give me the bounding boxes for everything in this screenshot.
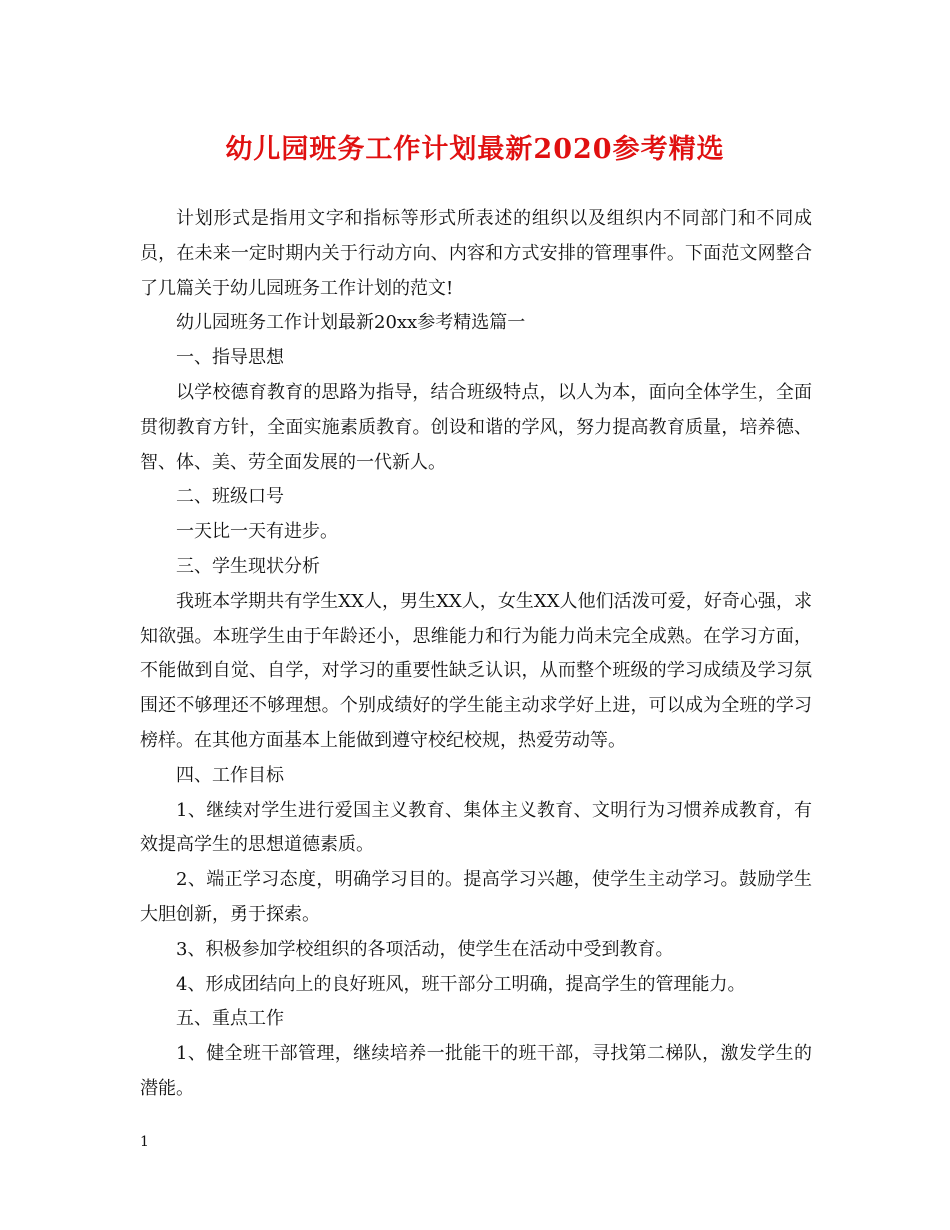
list-item-goal-2: 2、端正学习态度，明确学习目的。提高学习兴趣，使学生主动学习。鼓励学生大胆创新，勇于探索。 (140, 869, 812, 925)
heading-class-slogan: 二、班级口号 (176, 486, 284, 508)
list-item-key-work-1: 1、健全班干部管理，继续培养一批能干的班干部，寻找第二梯队，激发学生的潜能。 (140, 1043, 812, 1099)
list-item-goal-4: 4、形成团结向上的良好班风，班干部分工明确，提高学生的管理能力。 (176, 973, 746, 995)
paragraph-class-slogan: 一天比一天有进步。 (176, 521, 338, 543)
document-body (140, 202, 812, 1107)
heading-work-goals: 四、工作目标 (176, 764, 284, 786)
paragraph-student-analysis: 我班本学期共有学生XX人，男生XX人，女生XX人他们活泼可爱，好奇心强，求知欲强。本班学生由于年龄还小，思维能力和行为能力尚未完全成熟。在学习方面，不能做到自觉、自学，对学习的重要性缺乏认识，从而整个班级的学习成绩及学习氛围还不够理还不够理想。个别成绩好的学生能主动求学好上进，可以成为全班的学习榜样。在其他方面基本上能做到遵守校纪校规，热爱劳动等。 (140, 590, 812, 751)
page-number: 1 (140, 1134, 149, 1150)
heading-student-analysis: 三、学生现状分析 (176, 555, 320, 577)
paragraph-guiding-ideology: 以学校德育教育的思路为指导，结合班级特点，以人为本，面向全体学生，全面贯彻教育方针，全面实施素质教育。创设和谐的学风，努力提高教育质量，培养德、智、体、美、劳全面发展的一代新人。 (140, 381, 812, 473)
heading-key-work: 五、重点工作 (176, 1008, 284, 1030)
paragraph-intro: 计划形式是指用文字和指标等形式所表述的组织以及组织内不同部门和不同成员，在未来一定时期内关于行动方向、内容和方式安排的管理事件。下面范文网整合了几篇关于幼儿园班务工作计划的范文! (140, 208, 812, 299)
heading-guiding-ideology: 一、指导思想 (176, 347, 284, 369)
list-item-goal-3: 3、积极参加学校组织的各项活动，使学生在活动中受到教育。 (176, 938, 674, 960)
list-item-goal-1: 1、继续对学生进行爱国主义教育、集体主义教育、文明行为习惯养成教育，有效提高学生的思想道德素质。 (140, 799, 812, 856)
document-title: 幼儿园班务工作计划最新2020参考精选 (225, 134, 725, 165)
section-subtitle: 幼儿园班务工作计划最新20xx参考精选篇一 (176, 312, 526, 334)
